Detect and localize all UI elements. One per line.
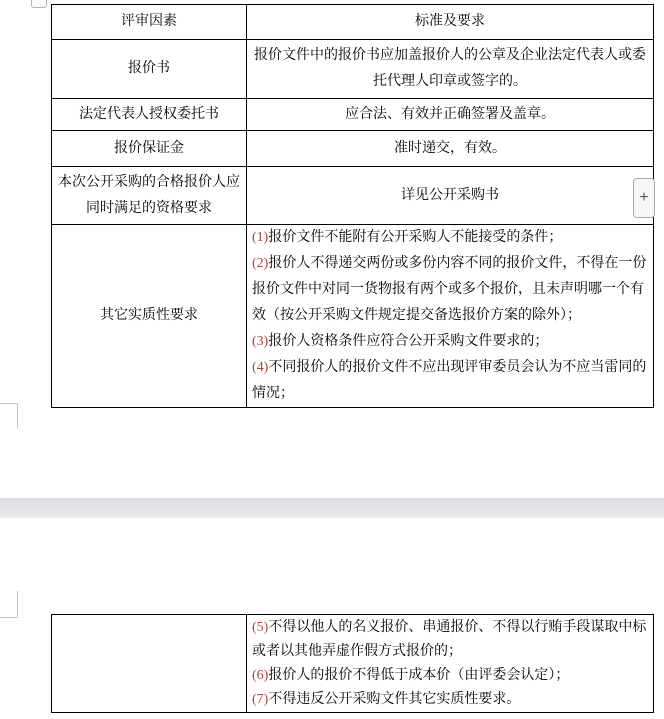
item-text: 报价文件不能附有公开采购人不能接受的条件； [268,230,563,245]
item-text: 报价人的报价不得低于成本价（由评委会认定）； [268,668,570,683]
item-number: (2) [252,256,269,271]
item-number: (5) [252,620,269,635]
item-text: 不得以他人的名义报价、串通报价、不得以行贿手段谋取中标或者以其他弄虚作假方式报价的； [252,620,647,659]
plus-icon: + [639,189,649,206]
table-row [52,99,654,131]
list-item [252,616,648,664]
standard-cell-other-substantive[interactable] [247,225,654,408]
item-number: (6) [252,668,269,683]
standard-text: 报价文件中的报价书应加盖报价人的公章及企业法定代表人或委托代理人印章或签字的。 [254,48,646,89]
table-row [52,40,654,99]
item-number: (3) [252,334,269,349]
standard-cell-power-of-attorney[interactable] [247,99,654,131]
factor-text: 其它实质性要求 [100,308,198,323]
standard-text: 详见公开采购书 [401,187,499,203]
page-break-gap [0,498,664,518]
standard-cell-bid-deposit[interactable] [247,131,654,167]
header-standard-label: 标准及要求 [415,14,485,29]
header-factor-label: 评审因素 [121,14,177,29]
text-boundary-mark [0,403,18,429]
list-item [252,355,648,407]
text-boundary-mark [0,591,18,618]
table-handle-button[interactable] [31,0,47,8]
item-number: (1) [252,230,269,245]
factor-cell-quotation-letter[interactable] [52,40,247,99]
evaluation-table-page1 [51,4,654,408]
insert-button[interactable] [633,178,655,218]
item-number: (7) [252,692,269,707]
header-standard-cell[interactable] [247,5,654,40]
item-number: (4) [252,360,269,375]
standard-text: 应合法、有效并正确签署及盖章。 [345,106,555,122]
table-row [52,5,654,40]
item-text: 报价人资格条件应符合公开采购文件要求的； [268,334,549,349]
continuation-standard-cell[interactable] [247,615,654,713]
list-item [252,664,648,688]
standard-cell-qualification[interactable] [247,167,654,225]
factor-text: 报价保证金 [114,140,184,156]
list-item [252,251,648,329]
table-row [52,167,654,225]
factor-text: 法定代表人授权委托书 [79,106,219,122]
factor-cell-other-substantive[interactable] [52,225,247,408]
table-row [52,131,654,167]
continuation-factor-cell[interactable] [52,615,247,713]
factor-text: 报价书 [128,61,170,76]
table-row [52,225,654,408]
table-row [52,615,654,713]
factor-cell-qualification[interactable] [52,167,247,225]
item-text: 报价人不得递交两份或多份内容不同的报价文件，不得在一份报价文件中对同一货物报有两个或多个报价，且未声明哪一个有效（按公开采购文件规定提交备选报价方案的除外）； [252,256,647,323]
list-item [252,225,648,251]
factor-cell-bid-deposit[interactable] [52,131,247,167]
item-text: 不同报价人的报价文件不应出现评审委员会认为不应当雷同的情况； [252,360,647,401]
item-text: 不得违反公开采购文件其它实质性要求。 [268,692,521,707]
standard-text: 准时递交，有效。 [394,140,506,156]
factor-cell-power-of-attorney[interactable] [52,99,247,131]
header-factor-cell[interactable] [52,5,247,40]
factor-text: 本次公开采购的合格报价人应同时满足的资格要求 [58,174,240,216]
standard-cell-quotation-letter[interactable] [247,40,654,99]
evaluation-table-page2 [51,614,654,713]
list-item [252,688,648,712]
list-item [252,329,648,355]
